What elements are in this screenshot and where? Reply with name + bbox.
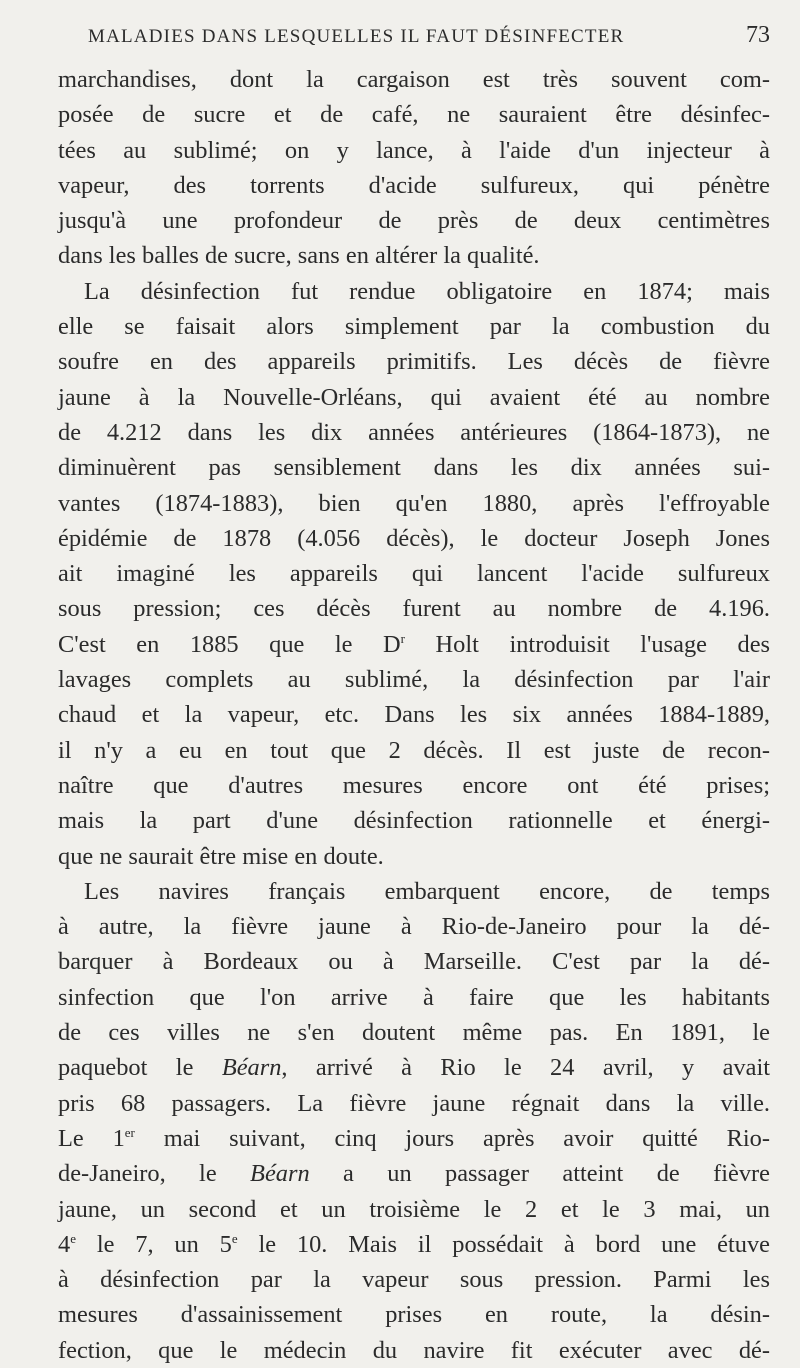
text-line: épidémie de 1878 (4.056 décès), le docteur Joseph Jones [58,524,770,552]
text-run: de-Janeiro, le [58,1160,251,1188]
text-line: diminuèrent pas sensiblement dans les dix années sui- [58,454,770,482]
text-run: Holt introduisit l'usage des [405,630,771,658]
text-line: barquer à Bordeaux ou à Marseille. C'est par la dé- [58,948,770,976]
text-line: à désinfection par la vapeur sous pression. Parmi les [58,1266,770,1294]
superscript: e [231,1230,238,1246]
text-line: de 4.212 dans les dix années antérieures (1864-1873), ne [58,418,770,446]
text-run: C'est en 1885 que le D [58,630,401,658]
text-line: marchandises, dont la cargaison est très souvent com- [58,66,770,93]
ship-name: Béarn [250,1160,310,1188]
superscript: r [400,630,406,646]
text-line: dans les balles de sucre, sans en altérer la qualité. [58,242,540,270]
running-head [58,22,770,56]
ship-name: Béarn [221,1054,282,1082]
page-number: 73 [746,22,770,48]
text-line [58,1227,770,1262]
text-run: le 10. Mais il possédait à bord une étuve [237,1230,770,1258]
text-run: paquebot le [58,1054,222,1082]
text-line: naître que d'autres mesures encore ont été prises; [58,771,770,799]
text-line: chaud et la vapeur, etc. Dans les six années 1884-1889, [58,701,770,729]
text-line: sinfection que l'on arrive à faire que les habitants [58,983,770,1011]
text-line [58,1156,770,1191]
text-line: mesures d'assainissement prises en route, la désin- [58,1301,770,1329]
text-line [58,1121,770,1156]
text-line: il n'y a eu en tout que 2 décès. Il est juste de recon- [58,736,770,764]
text-line: ait imaginé les appareils qui lancent l'acide sulfureux [58,560,770,588]
text-line: fection, que le médecin du navire fit exécuter avec dé- [58,1336,770,1364]
text-line: La désinfection fut rendue obligatoire en 1874; mais [84,277,770,305]
text-line: jaune, un second et un troisième le 2 et le 3 mai, un [58,1195,770,1223]
superscript: er [124,1124,135,1140]
text-run: a un passager atteint de fièvre [309,1160,770,1188]
superscript: e [70,1230,76,1246]
text-run: 4 [58,1230,71,1258]
text-line: soufre en des appareils primitifs. Les décès de fièvre [58,348,770,376]
text-line: Les navires français embarquent encore, de temps [84,877,770,905]
text-line: à autre, la fièvre jaune à Rio-de-Janeiro pour la dé- [58,913,770,941]
text-line: de ces villes ne s'en doutent même pas. En 1891, le [58,1019,770,1047]
text-line: mais la part d'une désinfection rationnelle et énergi- [58,807,770,835]
text-line: tées au sublimé; on y lance, à l'aide d'un injecteur à [58,136,770,164]
text-line: sous pression; ces décès furent au nombre de 4.196. [58,595,770,623]
text-run: , arrivé à Rio le 24 avril, y avait [281,1054,771,1082]
text-run: mai suivant, cinq jours après avoir quitté Rio- [134,1124,770,1152]
body-text [58,62,770,1368]
text-line: que ne saurait être mise en doute. [58,842,384,870]
text-line: elle se faisait alors simplement par la combustion du [58,313,770,341]
text-line: vantes (1874-1883), bien qu'en 1880, après l'effroyable [58,489,770,517]
text-line: jusqu'à une profondeur de près de deux centimètres [58,207,770,235]
text-line: posée de sucre et de café, ne sauraient être désinfec- [58,101,770,129]
text-line: lavages complets au sublimé, la désinfection par l'air [58,666,770,694]
text-run: le 7, un 5 [75,1230,232,1258]
text-line: vapeur, des torrents d'acide sulfureux, qui pénètre [58,171,770,199]
running-head-title: MALADIES DANS LESQUELLES IL FAUT DÉSINFECTER [88,26,625,47]
text-line: jaune à la Nouvelle-Orléans, qui avaient été au nombre [58,383,770,411]
text-line: pris 68 passagers. La fièvre jaune régnait dans la ville. [58,1089,770,1117]
book-page [58,22,770,1368]
text-run: Le 1 [58,1124,125,1152]
text-line [58,1050,770,1085]
text-line [58,627,770,662]
